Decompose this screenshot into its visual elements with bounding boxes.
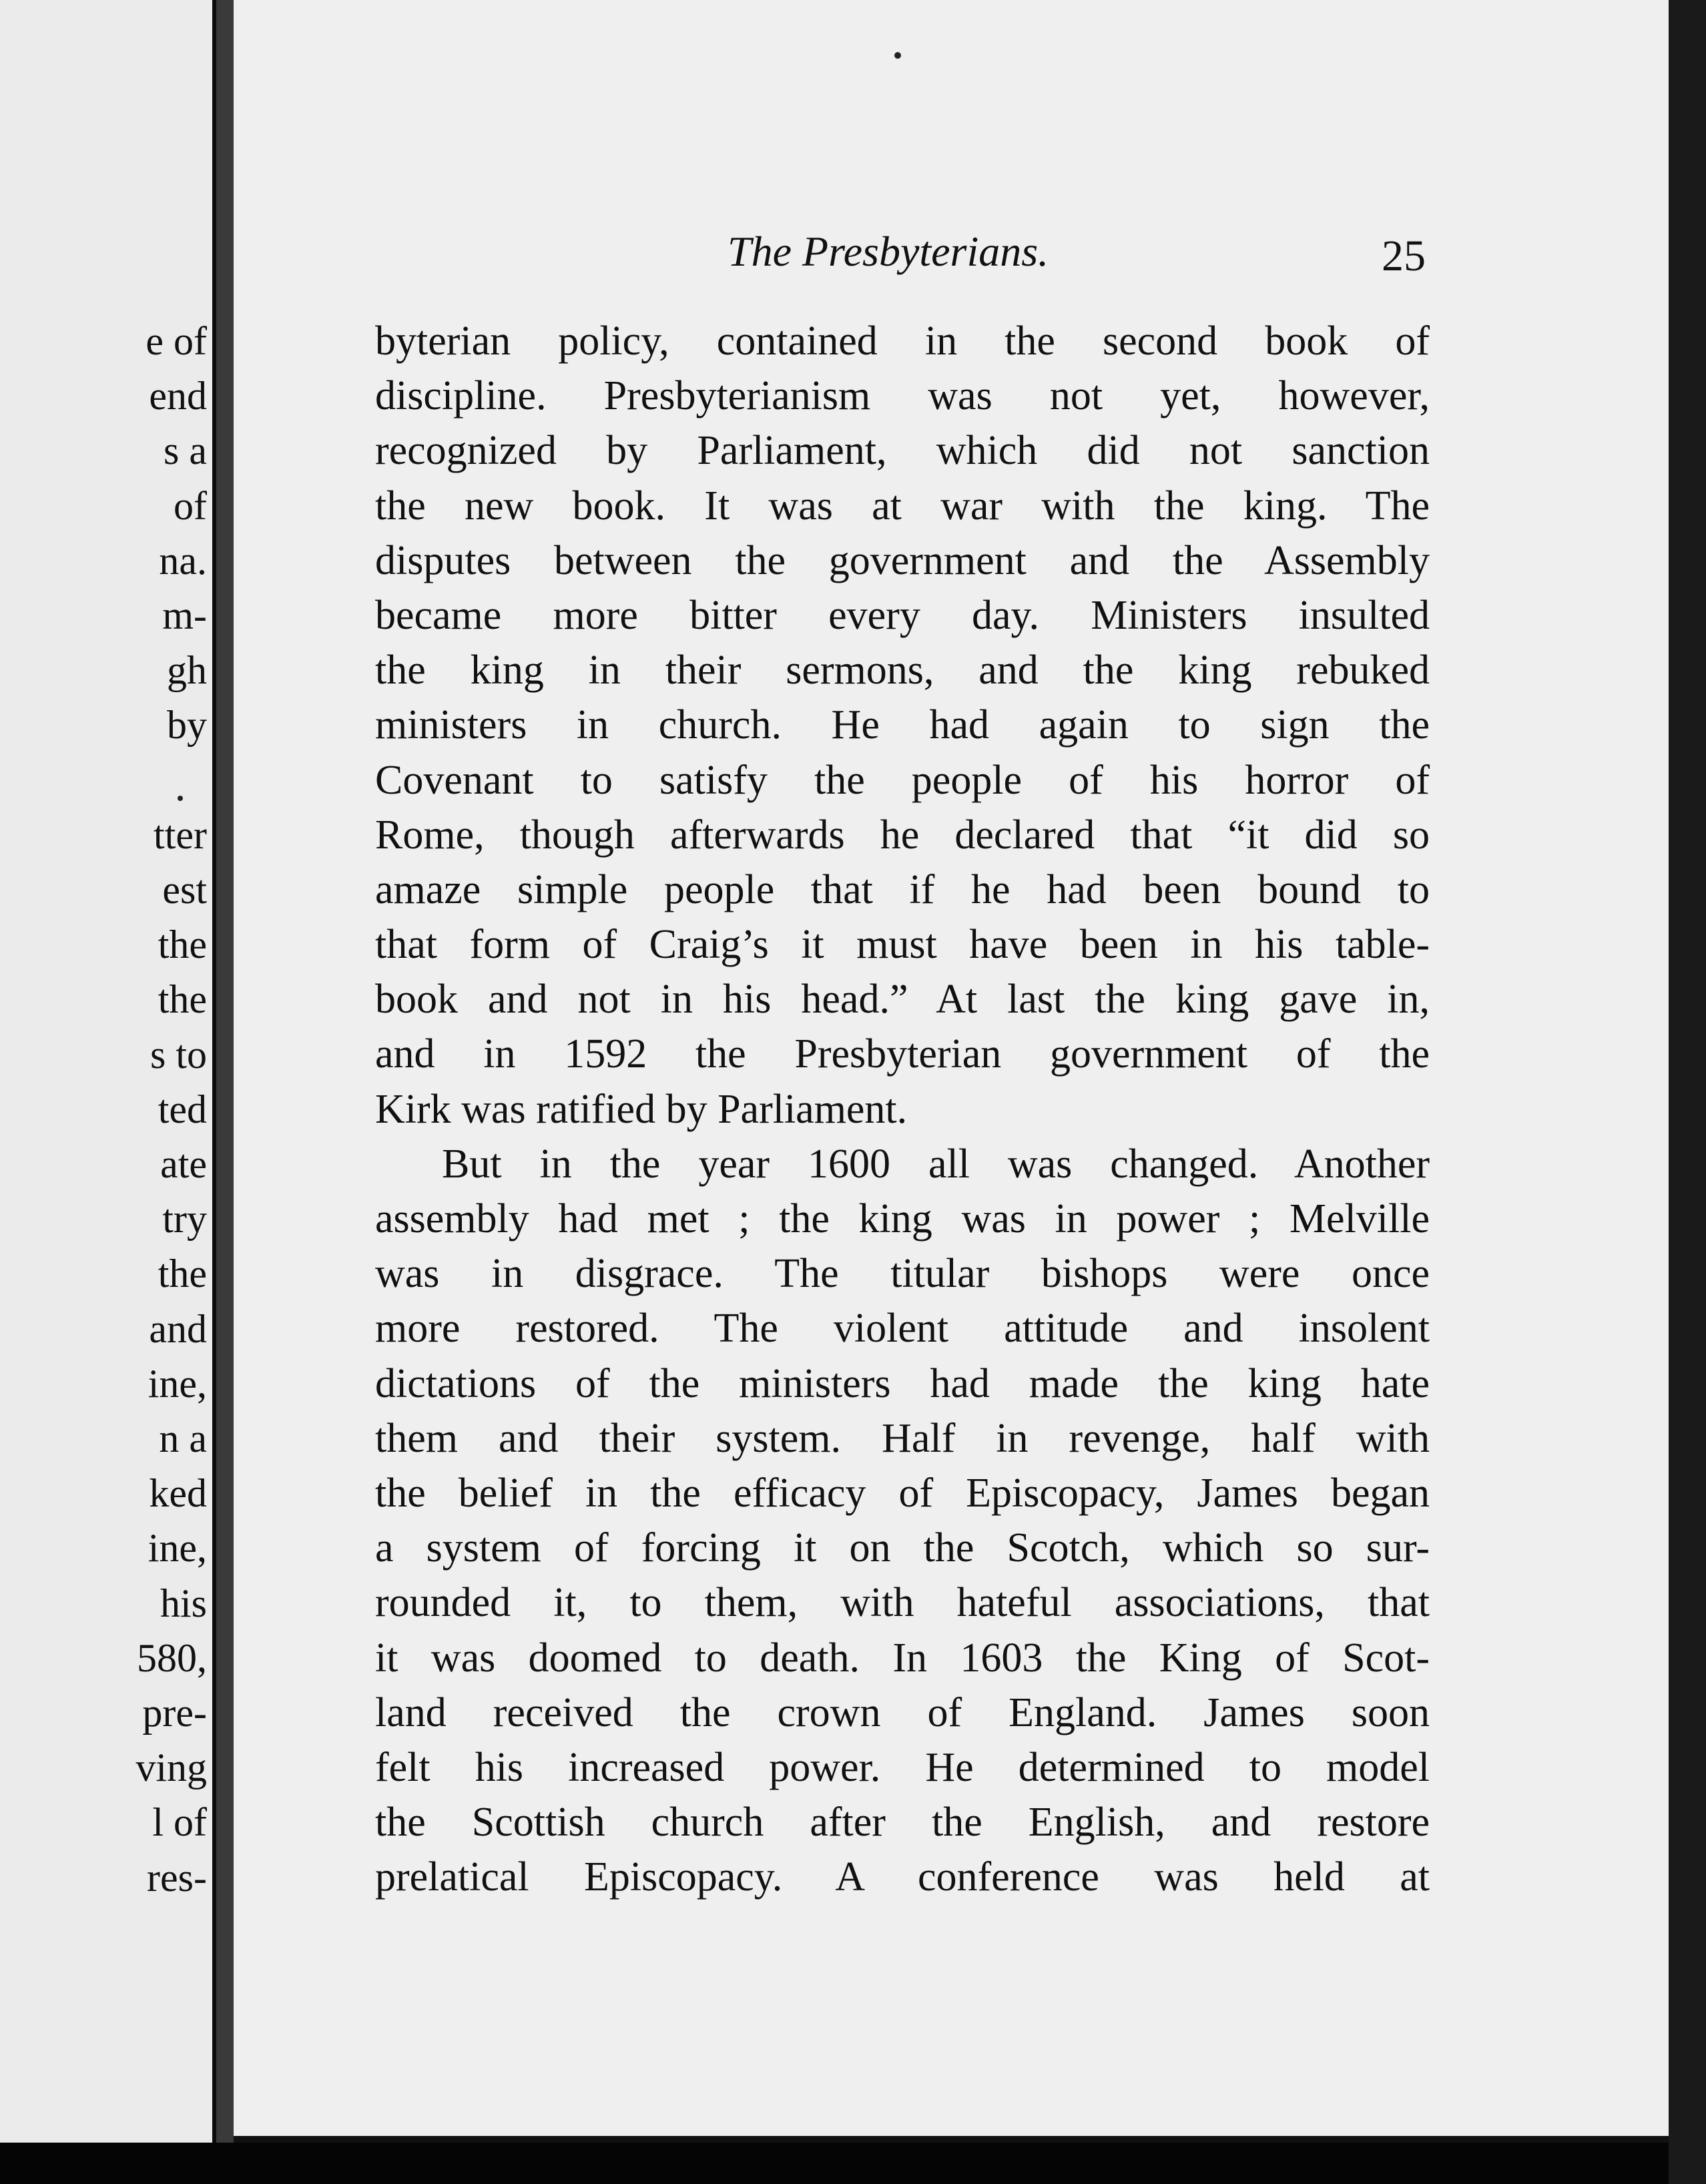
facing-line: pre- <box>142 1691 207 1735</box>
text-line: Rome, though afterwards he declared that “it did so <box>375 812 1430 858</box>
facing-line: est <box>162 868 207 912</box>
body-text <box>375 314 1430 1904</box>
text-line: the king in their sermons, and the king rebuked <box>375 647 1430 694</box>
facing-line: n a <box>159 1416 207 1461</box>
facing-line: ine, <box>148 1361 207 1406</box>
facing-line: and <box>149 1306 207 1351</box>
facing-line: e of <box>146 319 207 363</box>
facing-line: the <box>158 977 207 1022</box>
text-line: and in 1592 the Presbyterian government of the <box>375 1031 1430 1077</box>
book-edge <box>1669 0 1706 2184</box>
text-line: land received the crown of England. James soon <box>375 1689 1430 1735</box>
text-line: the belief in the efficacy of Episcopacy, James began <box>375 1470 1430 1516</box>
text-line: that form of Craig’s it must have been in his table- <box>375 922 1430 968</box>
facing-line: of <box>174 483 207 528</box>
page-number: 25 <box>1382 232 1426 280</box>
facing-page <box>0 0 231 2143</box>
text-line: dictations of the ministers had made the king hate <box>375 1360 1430 1406</box>
text-line: disputes between the government and the Assembly <box>375 537 1430 583</box>
facing-line: l of <box>152 1800 207 1845</box>
running-title: The Presbyterians. <box>728 228 1049 275</box>
text-line: it was doomed to death. In 1603 the King of Scot- <box>375 1635 1430 1681</box>
ink-speck <box>178 796 183 801</box>
facing-line: ked <box>149 1471 207 1516</box>
text-line: byterian policy, contained in the second book of <box>375 318 1430 364</box>
facing-line: the <box>158 1252 207 1296</box>
facing-line: ving <box>135 1745 207 1790</box>
text-line: was in disgrace. The titular bishops were once <box>375 1251 1430 1297</box>
running-head <box>234 220 1435 287</box>
text-line: them and their system. Half in revenge, half with <box>375 1415 1430 1461</box>
facing-line: 580, <box>137 1635 207 1680</box>
facing-line: ted <box>158 1087 207 1131</box>
text-line: discipline. Presbyterianism was not yet, however, <box>375 373 1430 419</box>
text-line: more restored. The violent attitude and insolent <box>375 1306 1430 1352</box>
facing-line: the <box>158 922 207 967</box>
ink-speck <box>894 52 901 59</box>
facing-line: s a <box>164 429 207 473</box>
facing-line: ate <box>160 1142 207 1187</box>
book-page <box>234 0 1675 2143</box>
text-line: a system of forcing it on the Scotch, which so sur- <box>375 1525 1430 1571</box>
paragraph-end-line: Kirk was ratified by Parliament. <box>375 1086 908 1132</box>
text-line: the new book. It was at war with the king. The <box>375 483 1430 529</box>
facing-line: try <box>162 1197 207 1242</box>
text-line: amaze simple people that if he had been bound to <box>375 866 1430 912</box>
text-line: ministers in church. He had again to sign the <box>375 702 1430 748</box>
paragraph-start-line: But in the year 1600 all was changed. Another <box>442 1141 1430 1187</box>
facing-page-text <box>135 314 207 1905</box>
text-line: felt his increased power. He determined to model <box>375 1744 1430 1790</box>
facing-line: end <box>149 374 207 419</box>
facing-line <box>135 753 207 808</box>
text-line: rounded it, to them, with hateful associations, that <box>375 1580 1430 1626</box>
facing-line: tter <box>154 812 207 857</box>
facing-line: m- <box>162 593 207 638</box>
text-line: assembly had met ; the king was in power ; Melville <box>375 1196 1430 1242</box>
text-line: book and not in his head.” At last the king gave in, <box>375 977 1430 1023</box>
facing-line: gh <box>167 648 207 693</box>
facing-line: his <box>160 1581 207 1625</box>
text-line: the Scottish church after the English, and restore <box>375 1800 1430 1846</box>
text-line: recognized by Parliament, which did not sanction <box>375 428 1430 474</box>
facing-line: na. <box>159 538 207 583</box>
text-line: became more bitter every day. Ministers insulted <box>375 592 1430 638</box>
facing-line: s to <box>150 1032 207 1077</box>
text-line: prelatical Episcopacy. A conference was held at <box>375 1854 1430 1900</box>
facing-line: by <box>167 703 207 748</box>
facing-line: ine, <box>148 1526 207 1571</box>
text-line: Covenant to satisfy the people of his horror of <box>375 757 1430 803</box>
facing-line: res- <box>147 1855 207 1900</box>
